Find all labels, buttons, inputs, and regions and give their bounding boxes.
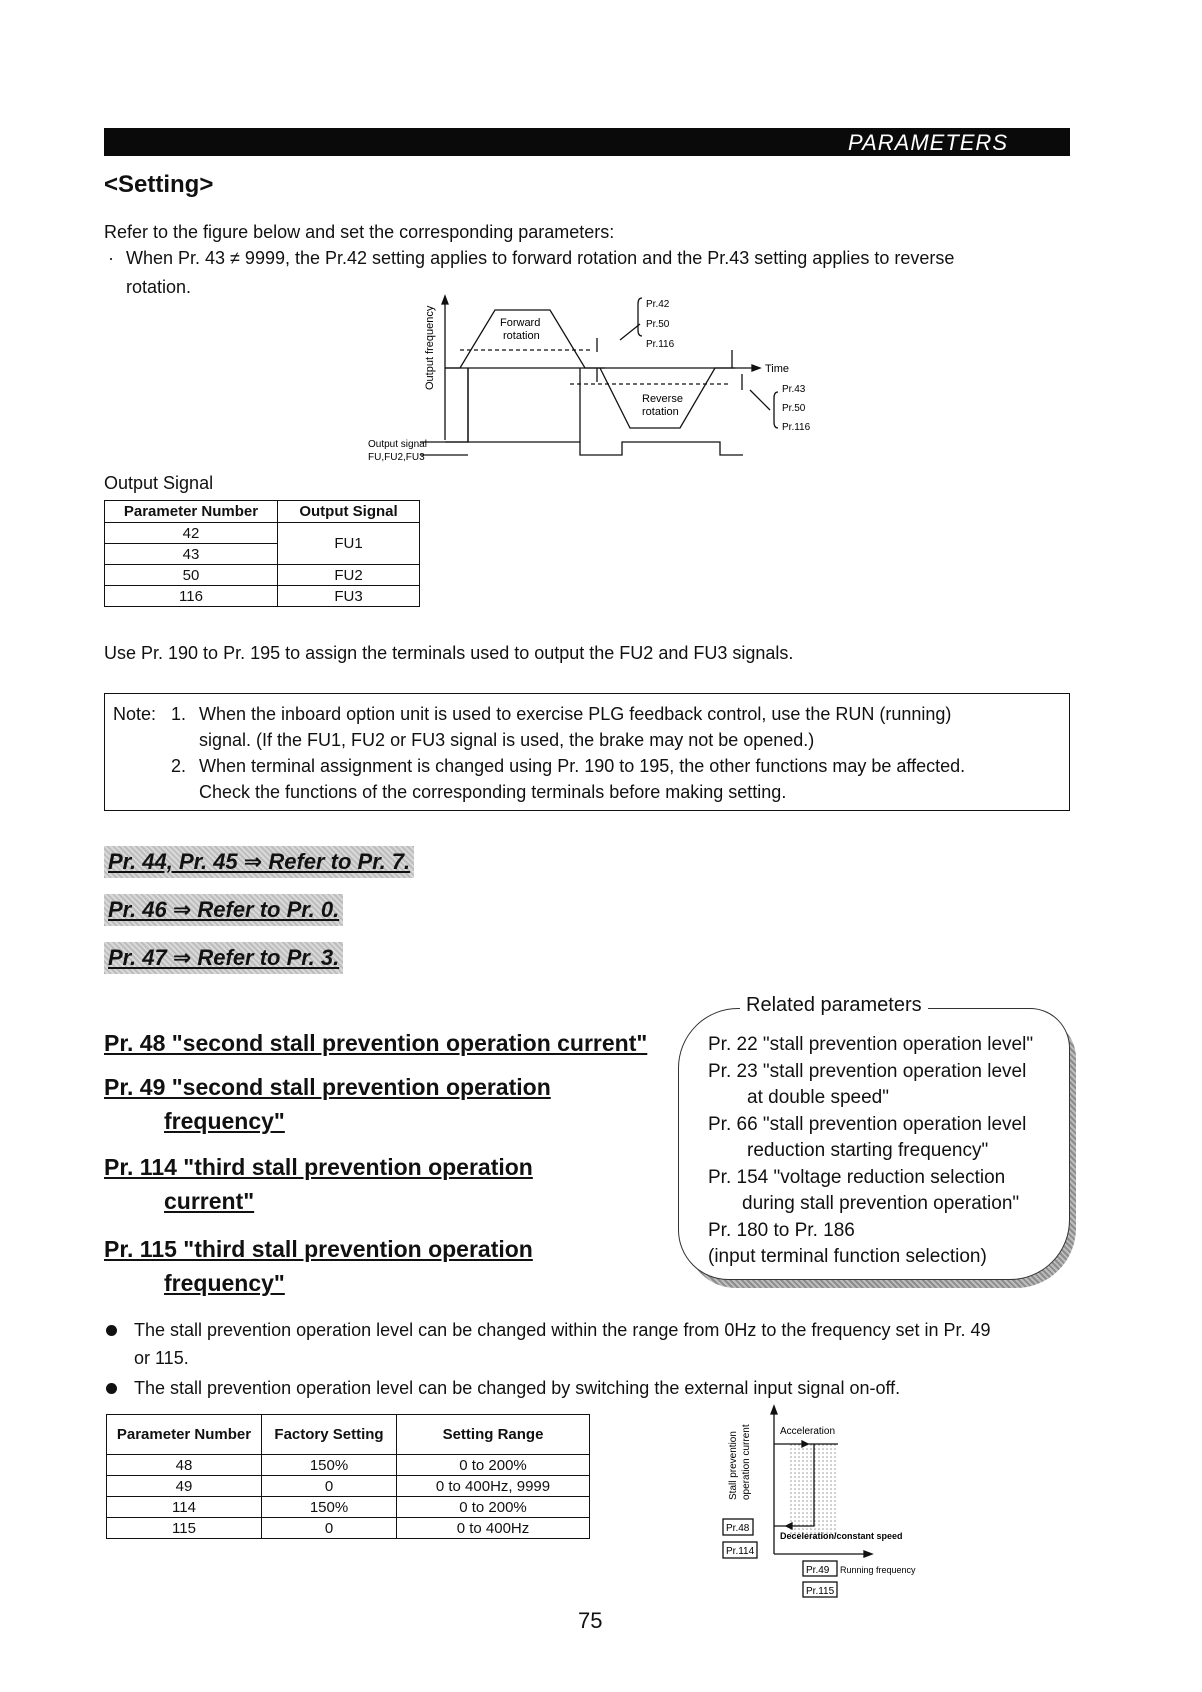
related-line: Pr. 22 "stall prevention operation level" xyxy=(708,1034,1034,1055)
table-row xyxy=(107,1455,590,1476)
note-1-line1: When the inboard option unit is used to exercise PLG feedback control, use the RUN (running) xyxy=(199,704,952,724)
running-frequency-label: Running frequency xyxy=(840,1565,916,1575)
y-axis-label: Output frequency xyxy=(424,305,436,390)
related-line: Pr. 66 "stall prevention operation level xyxy=(708,1113,1027,1135)
table-cell: FU2 xyxy=(278,565,420,586)
related-line: Pr. 154 "voltage reduction selection xyxy=(708,1166,1006,1188)
related-line: reduction starting frequency" xyxy=(747,1140,989,1161)
table-cell: 0 to 400Hz xyxy=(397,1518,590,1539)
upper-param-3: Pr.116 xyxy=(646,339,675,350)
note-1-number: 1. xyxy=(171,704,187,724)
table-row xyxy=(107,1518,590,1539)
pr115-title-b: frequency" xyxy=(164,1270,285,1296)
section-title: PARAMETERS xyxy=(848,130,1008,155)
bullet-dot-small: · xyxy=(108,248,114,268)
stall-prevention-diagram xyxy=(718,1404,958,1604)
table-cell: 0 xyxy=(262,1518,397,1539)
fig2-pr114: Pr.114 xyxy=(726,1546,755,1557)
table-cell: FU3 xyxy=(278,586,420,607)
related-line: Pr. 23 "stall prevention operation level xyxy=(708,1060,1027,1082)
pr49-title-a: Pr. 49 "second stall prevention operation xyxy=(104,1074,551,1100)
bullet-dot xyxy=(106,1325,117,1336)
fig2-pr49: Pr.49 xyxy=(806,1565,830,1576)
pr48-title: Pr. 48 "second stall prevention operation current" xyxy=(104,1030,648,1056)
forward-label-1: Forward xyxy=(500,317,541,329)
fig2-pr48: Pr.48 xyxy=(726,1523,750,1534)
decel-const-label: Deceleration/constant speed xyxy=(780,1531,903,1541)
table-row xyxy=(107,1476,590,1497)
table-header: Output Signal xyxy=(278,501,420,523)
reverse-label-1: Reverse xyxy=(642,393,683,405)
related-title: Related parameters xyxy=(740,994,928,1017)
table-cell: 114 xyxy=(107,1497,262,1518)
stall-parameter-table xyxy=(106,1414,590,1539)
setting-bullet-line1: When Pr. 43 ≠ 9999, the Pr.42 setting applies to forward rotation and the Pr.43 setting applies to reverse xyxy=(126,248,955,268)
lower-param-1: Pr.43 xyxy=(782,384,806,395)
section-header-bar xyxy=(104,128,1070,156)
table-header: Parameter Number xyxy=(105,501,278,523)
related-line: during stall prevention operation" xyxy=(742,1193,1020,1214)
table-cell: 48 xyxy=(107,1455,262,1476)
fig2-y-label-1: Stall prevention xyxy=(728,1431,739,1500)
output-signal-caption: Output Signal xyxy=(104,473,214,493)
bullet-dot xyxy=(106,1383,117,1394)
acceleration-label: Acceleration xyxy=(780,1426,836,1437)
table-cell: 0 to 400Hz, 9999 xyxy=(397,1476,590,1497)
reverse-label-2: rotation xyxy=(642,406,679,418)
table-cell: 150% xyxy=(262,1497,397,1518)
table-cell: 0 to 200% xyxy=(397,1455,590,1476)
time-label: Time xyxy=(765,363,790,375)
table-cell: 43 xyxy=(105,544,278,565)
table-cell: 150% xyxy=(262,1455,397,1476)
related-line: (input terminal function selection) xyxy=(708,1246,987,1267)
page-number: 75 xyxy=(578,1608,603,1633)
upper-param-1: Pr.42 xyxy=(646,299,670,310)
pr49-title-b: frequency" xyxy=(164,1108,285,1134)
bullet-2 xyxy=(106,1374,1086,1402)
ref-pr44-pr45[interactable]: Pr. 44, Pr. 45 ⇒ Refer to Pr. 7. xyxy=(104,846,414,878)
lower-param-2: Pr.50 xyxy=(782,403,806,414)
bullet-1-line1: The stall prevention operation level can be changed within the range from 0Hz to the frequency set in Pr. 49 xyxy=(134,1320,991,1340)
upper-param-2: Pr.50 xyxy=(646,319,670,330)
table-header: Factory Setting xyxy=(262,1415,397,1455)
table-row xyxy=(107,1497,590,1518)
output-signal-label-2: FU,FU2,FU3 xyxy=(368,452,425,463)
setting-intro: Refer to the figure below and set the corresponding parameters: xyxy=(104,222,615,242)
setting-bullet-line2: rotation. xyxy=(126,277,192,297)
table-cell: FU1 xyxy=(278,523,420,565)
table-cell: 116 xyxy=(105,586,278,607)
output-signal-table xyxy=(104,500,420,607)
pr114-title-b: current" xyxy=(164,1188,255,1214)
setting-heading: <Setting> xyxy=(104,171,214,198)
output-signal-label-1: Output signal xyxy=(368,439,427,450)
fig2-pr115: Pr.115 xyxy=(806,1586,835,1597)
forward-label-2: rotation xyxy=(503,330,540,342)
rotation-frequency-diagram xyxy=(360,290,830,470)
note-2-number: 2. xyxy=(171,756,187,776)
bullet-1-line2: or 115. xyxy=(134,1348,189,1368)
table-cell: 50 xyxy=(105,565,278,586)
related-line: at double speed" xyxy=(747,1087,889,1108)
table-header: Parameter Number xyxy=(107,1415,262,1455)
table-cell: 49 xyxy=(107,1476,262,1497)
table-cell: 42 xyxy=(105,523,278,544)
related-line: Pr. 180 to Pr. 186 xyxy=(708,1219,855,1241)
lower-param-3: Pr.116 xyxy=(782,422,811,433)
ref-pr47[interactable]: Pr. 47 ⇒ Refer to Pr. 3. xyxy=(104,942,343,974)
ref-pr46[interactable]: Pr. 46 ⇒ Refer to Pr. 0. xyxy=(104,894,343,926)
table-cell: 0 to 200% xyxy=(397,1497,590,1518)
note-prefix: Note: xyxy=(113,704,157,724)
fig2-y-label-2: operation current xyxy=(741,1424,752,1500)
note-2-line1: When terminal assignment is changed using Pr. 190 to 195, the other functions may be affected. xyxy=(199,756,966,776)
bullet-1 xyxy=(106,1316,1086,1372)
note-box xyxy=(104,693,1070,811)
table-cell: 115 xyxy=(107,1518,262,1539)
assign-text: Use Pr. 190 to Pr. 195 to assign the terminals used to output the FU2 and FU3 signals. xyxy=(104,643,794,663)
note-1-line2: signal. (If the FU1, FU2 or FU3 signal is used, the brake may not be opened.) xyxy=(199,730,815,750)
table-cell: 0 xyxy=(262,1476,397,1497)
related-list xyxy=(708,1032,1058,1271)
bullet-2-text: The stall prevention operation level can be changed by switching the external input signal on-off. xyxy=(134,1378,901,1398)
related-parameters-box xyxy=(678,994,1074,1284)
pr115-title-a: Pr. 115 "third stall prevention operation xyxy=(104,1236,533,1262)
note-2-line2: Check the functions of the corresponding terminals before making setting. xyxy=(199,782,787,802)
table-header: Setting Range xyxy=(397,1415,590,1455)
pr114-title-a: Pr. 114 "third stall prevention operation xyxy=(104,1154,533,1180)
